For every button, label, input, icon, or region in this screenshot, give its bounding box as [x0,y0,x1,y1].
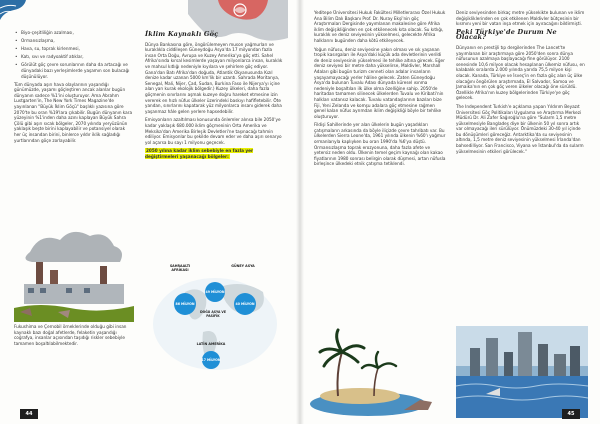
left-column-1 [14,30,132,146]
highlight-text: 2050 yılına kadar iklim sebebiyle en fazla yer değiştirmeleri yaşanacağı bölgeler: [145,148,254,159]
right-column-2 [456,10,586,157]
list-item: • Biyo-çeşitliliğin azalması, [14,30,132,36]
flooded-city-photo [456,326,588,418]
region-value: 49 MİLYON [205,290,225,294]
list-item: • Katı, sıvı ve radyoaktif atıklar, [14,54,132,60]
right-page [300,0,600,424]
world-globe-illustration [145,262,285,382]
list-item: • Ormansızlaşma, [14,38,132,44]
list-item: • Görülüt göç çevre sorunlarının daha da artacağı ve dünyadaki bazı yerleşimlerde yaşamın son bulacağı düşünülüyor. [14,62,132,79]
region-value: 86 MİLYON [175,302,195,306]
left-column-2 [145,30,283,162]
section-heading: Peki Türkiye'de Durum Ne Olacak? [456,27,557,42]
list-item: • Hava, su, toprak kirlenmesi, [14,46,132,52]
paragraph: Dünyanın en prestijli tıp dergilerinden The Lancet'te yayımlanan bir araştırmaya göre 2050'den sonra dünya nüfusunun azalmaya başlayacağı fine görülüyor. 2100 senesinde 10,6 milyon olacak hesaplanan ülkemiz nüfusu, en kalabalık sıralarda 2.000 yılında yarıda 75,5 milyon kişi olacak. Kanada, Türkiye ve İsveç'in en fazla göç alan üç ülke olacağını öngörülen araştırmada, El Salvador, Samoa ve Jamaika'nın en çok göç veren ülkeler olacağı öne sürüldü. Özellikle Afrika'nın kuzey bölgelerinden Türkiye'ye göç gelecek. [456,44,585,101]
left-column-1-bottom [14,324,132,349]
region-label: LATİN AMERİKA [196,342,226,346]
paragraph: Yeditepe Üniversitesi Hukuk Fakültesi Milletlerarası Özel Hukuk Ana Bilim Dalı Başkanı Prof. Dr. Nuray Ekşi'nin göç Araştırmaları Dergisinde yayımlanan makalesine göre Afrika iklim değişikliğinden en çok etkilenecek kıta olacak. Su kıtlığı, kuraklık ve deniz seviyesinin yükselmesi, gelecekte Afrika halklarını bugünden daha kötü etkileyecek. [314,10,446,43]
industrial-city-illustration [10,222,136,322]
problem-list [14,30,132,79]
world-map [145,262,285,382]
highlight-caption [145,148,283,159]
region-value: 17 MİLYON [201,358,221,362]
paragraph: Fukushima ve Çernobil örneklerinde olduğu gibi insan kaynaklı bazı doğal afetlerde, felaketin yaşandığı coğrafya, insanlar açısından taşıdığı riskler sebebiyle tamamen boşaltılabilmektedir. [14,324,127,346]
paragraph: Fildişi Sahillerinde yer alan ülkelerin bugün yaşadıkları çatışmaların arkasında da böyle iliçizde çevre tahribatı var. Bu ülkelerden Sierra Leone'da, 1961 yılında ülkenin %60'ı yağmur ormanlarıyla kaplıyken bu oran 1990'da %6'ya düştü. Ormansızlaşma toprak erozyonuna, daha fazla afete ve yetersiz neden oldu. Ülkenin temel geçim kaynağı olan kakao fiyatlarının 1980 sonrası belirgin olarak düşmesi, artan nüfusla birleşince ülkedeki etnik çatışma tetiklendi. [314,122,446,167]
book-gutter [296,0,304,424]
region-value: 40 MİLYON [235,302,255,306]
page-number: 44 [20,409,38,419]
region-label: SAHRAALTI AFRİKASI [169,264,191,272]
paragraph: The Independent Turkish'e açıklama yapan Yıldırım Beyazıt Üniversitesi Göç Politikaları Uygulama ve Araştırma Merkezi Müdürü Dr. Ali Zafer Sağıroğlu'na göre "Sularm 1,5 metre yükselmesiyle Bangladeş diye bir ülkenin 50 yıl sonra artık var olmayacağı ileri sürülüyor. Önümüzdeki 30-40 yıl içinde bu dönüşümleri göreceğiz. Antarktika'da su seviyesinin altında, 1,5 metre deniz seviyesinin yükselmesi İrlanda'dan bahsedilliyor. San Francisco, Viyana ve İstanbul'da da sularm yükselmesinin etkileri görülecek." [456,103,584,154]
tropical-island-illustration [308,322,448,420]
paragraph: Tüm dünyada aşırı hava olaylarının yaşandığı günümüzde, yaşamı göçleştiren ancak alanlar bugün dünyanın sadece %1'ini oluşturuyor. Ama Abrahm Lustgarten'in, The New York Times Magazine'de yayınlanan "Büyük İklim Göçü" başlıklı yazısına göre 2070'te bu oran %19'lara çıkabilir. Bugün dünyanın kara yüzeyinin %1'inden daha azını kaplayan Büyük Sahra Çölü gibi aşırı sıcak bölgeler, 2070 yılında yeryüzünün yaklaşık beşte birini kaplayabilir ve potansiyel olarak her üç insandan birini, binlerce yıldır iklik sağladığı yurtlarından göçe zorlayabilir. [14,81,133,143]
paragraph: Dünya Bankasına göre, öngörülemeyen muson yağmurları ve kuraklıkla ciddileşen Güneydoğu Asya'da 17 milyondan fazla insan Orta Doğu, Avrupa ve Kuzey Amerika'ya göç etti. Sahel Afrika'sında kırsal kesimlerde yaşayan milyonlarca insan, kuraklık ve mahsul kıtlığı nedeniyle kıyılara ve şehirlere göç ediyor. Gana'dan Batı Afrika'dan doğuda, Atlantik Okyanusunda Kızıl denize kadar uzanan 5000 km'lik bir uzantı. Sahrada Moritanya, Senegal, Mali, Nijer, Çad, Sudan, Burkina Faso ile Nijerya'yı içine alan yarı kurak ekolojik bölgedir.) Kuzey ülkeleri, daha fazla göçmenin sınırlarını aşmak kuzeye doğru hareket etmesine izin vererek en hızlı nüfus ülkeler üzerindeki baskıyı hafifletebilir. Öte yandan, sınırlarını kapatarak yüz milyonlarca insanı giderek daha yaşanmaz hâle gelen yerlere hapsedebilir. [145,41,283,114]
page-number: 45 [562,409,580,419]
region-label: DOĞU ASYA VE PASİFİK [200,310,226,318]
paragraph: Emisyonların azaltılması konusunda önlemler alınsa bile 2050'ye kadar yaklaşık 680.000 iklim göçmeninin Orta Amerika ve Meksika'dan Amerika Birleşik Devletleri'ne taşınacağı tahmin ediliyor. Emisyonlar bu şekilde devam eder ve daha aşırı senaryo yol açarsa bu sayı 1 milyonu geçecek. [145,117,282,145]
paragraph: Deniz seviyesinden birkaç metre yüksekikte bulunan ve iklim değişikliklerinden en çok etkilenen Maldivler bütçesinin bir kısmını yeni bir vatan inşa etmek için ayıracağını bildirmişti. [456,10,585,27]
right-column-1 [314,10,446,170]
section-heading: İklim Kaynaklı Göç [145,30,219,38]
paragraph: Yoğun nüfusu, deniz seviyesine yakın olması ve sık yaşanan tropik kasırgaları ile Asya'daki küçük ada devletlerinin verildi de deniz seviyesinin yükselmesi ile tehlike altına girecek. Eğer deniz seviyesi bir metre daha yükselirse, Maldivler, Marshall Adaları gibi bugün turizm cenneti olan adalar insanların yaşayamayacağı yerler hâline gelecek. Zaten Güneydoğu Asya'da bulunan Tuvalu Adası dünyada küresel ısınma nedeniyle boşaltılan ilk ülke olma özelliğine sahip. 2050'de haritadan tamamen silinecek ülkelerden Tuvalu ve Kiribati'nin halkları vatansız kalacak. Tuvalu vatandaşlarının bazıları bize Fiji, Yeni Zelanda ve komşu adalara göç etmesine rağmen genel kalan nüfus ayrımdan iklim değişikliği böyle bir tehlike oluşturuyor. [314,46,445,119]
region-label: GÜNEY ASYA [231,264,255,268]
